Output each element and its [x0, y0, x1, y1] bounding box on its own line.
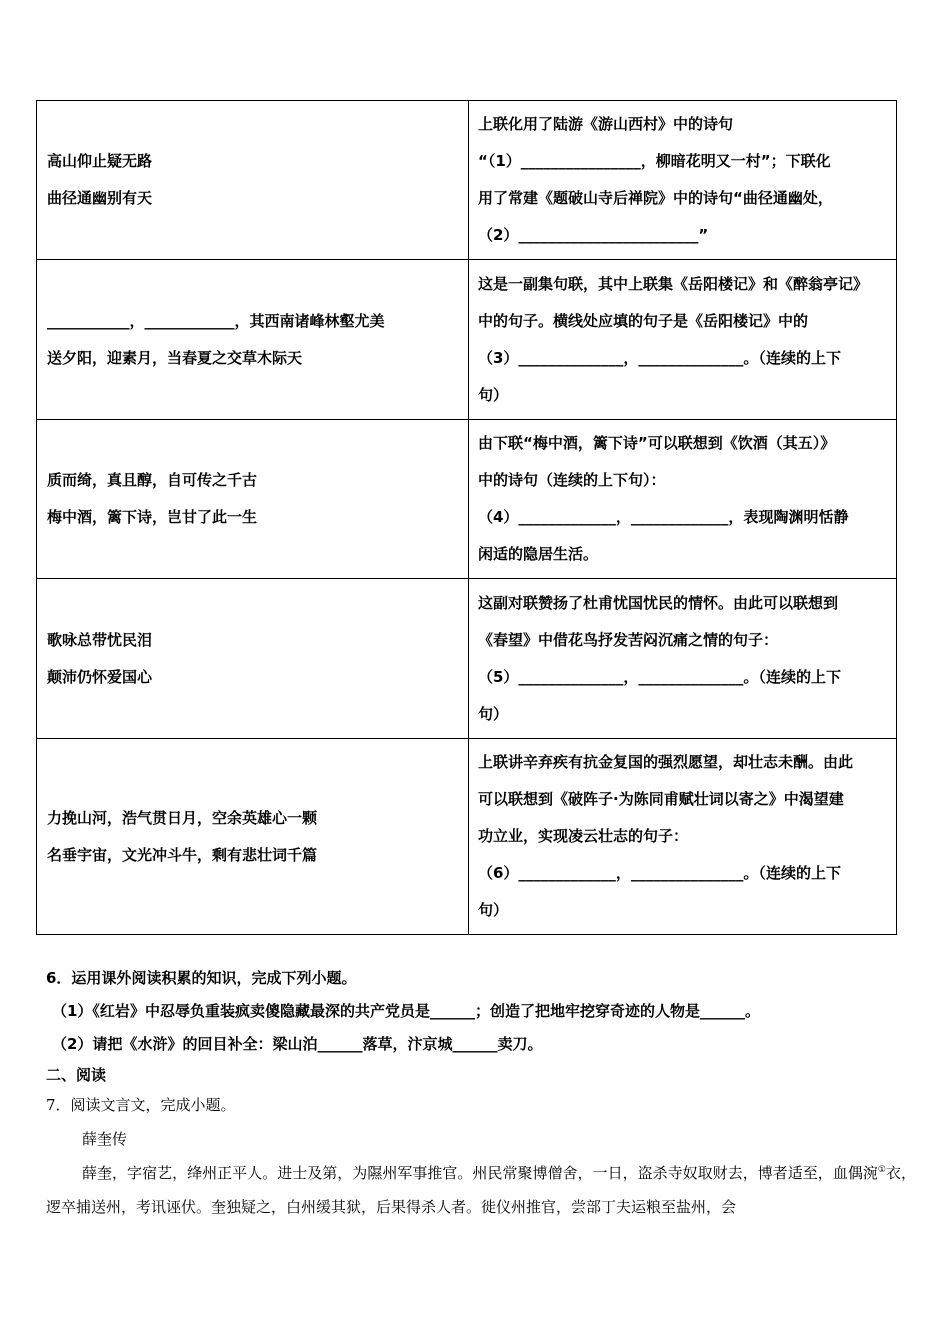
table-row [37, 260, 897, 420]
question-line: （5）______________，______________。（连续的上下 [478, 667, 841, 686]
question-line: 中的句子。横线处应填的句子是《岳阳楼记》中的 [478, 311, 809, 330]
question-7 [46, 1088, 916, 1224]
couplet-line: 力挽山河，浩气贯日月，空余英雄心一颗 [47, 808, 318, 827]
question-6-part-2: （2）请把《水浒》的回目补全：梁山泊______落草，汴京城______卖刀。 [52, 1035, 543, 1053]
couplet-line: 质而绮，真且醇，自可传之千古 [47, 471, 258, 489]
passage-title: 薛奎传 [82, 1130, 128, 1148]
couplet-line: ___________，____________，其西南诸峰林壑尤美 [47, 311, 385, 330]
question-cell [469, 260, 897, 420]
couplet-cell [37, 420, 469, 579]
question-line: 功立业，实现凌云壮志的句子： [478, 827, 689, 845]
passage-text: 衣，逻卒捕送州，考讯诬伏。奎独疑之，白州缓其狱，后果得杀人者。徙仪州推官，尝部丁夫运粮至盐州，会 [46, 1164, 916, 1216]
question-line: 上联讲辛弃疾有抗金复国的强烈愿望，却壮志未酬。由此 [478, 753, 854, 771]
question-7-title: 7．阅读文言文，完成小题。 [46, 1096, 236, 1114]
table-row [37, 420, 897, 579]
couplet-cell [37, 260, 469, 420]
question-6-part-1: （1）《红岩》中忍辱负重装疯卖傻隐藏最深的共产党员是______；创造了把地牢挖穿奇迹的人物是______。 [52, 1002, 760, 1020]
couplet-line: 曲径通幽别有天 [47, 189, 153, 207]
couplet-table [36, 100, 897, 935]
question-line: “（1）________________，柳暗花明又一村”；下联化 [478, 152, 831, 170]
question-line: 中的诗句（连续的上下句）： [478, 471, 666, 489]
couplet-line: 歌咏总带忧民泪 [47, 630, 153, 649]
footnote-mark: ① [877, 1165, 886, 1175]
question-cell [469, 101, 897, 260]
question-line: （4）_____________，_____________，表现陶渊明恬静 [478, 508, 849, 526]
table-row [37, 579, 897, 739]
question-line: （2）________________________” [478, 226, 709, 244]
question-line: 用了常建《题破山寺后禅院》中的诗句“曲径通幽处， [478, 189, 833, 207]
question-line: 句） [478, 385, 509, 404]
question-cell [469, 739, 897, 935]
couplet-cell [37, 739, 469, 935]
passage-text: 薛奎，字宿艺，绛州正平人。进士及第，为隰州军事推官。州民常聚博僧舍，一日，盗杀寺奴取财去，博者适至，血偶涴 [82, 1164, 878, 1182]
question-line: 这副对联赞扬了杜甫忧国忧民的情怀。由此可以联想到 [478, 593, 839, 612]
question-line: 可以联想到《破阵子·为陈同甫赋壮词以寄之》中渴望建 [478, 790, 844, 808]
question-6-title: 6．运用课外阅读积累的知识，完成下列小题。 [46, 969, 357, 987]
question-line: 上联化用了陆游《游山西村》中的诗句 [478, 115, 734, 133]
question-cell [469, 579, 897, 739]
table-row [37, 101, 897, 260]
couplet-cell [37, 579, 469, 739]
question-cell [469, 420, 897, 579]
question-line: （3）______________，______________。（连续的上下 [478, 348, 841, 367]
couplet-line: 梅中酒，篱下诗，岂甘了此一生 [47, 508, 258, 526]
couplet-cell [37, 101, 469, 260]
question-line: 句） [478, 704, 509, 723]
question-line: 这是一副集句联，其中上联集《岳阳楼记》和《醉翁亭记》 [478, 274, 869, 293]
passage-paragraph [46, 1156, 916, 1224]
question-line: 由下联“梅中酒，篱下诗”可以联想到《饮酒（其五）》 [478, 434, 836, 452]
question-line: 句） [478, 901, 509, 919]
couplet-line: 送夕阳，迎素月，当春夏之交草木际天 [47, 348, 303, 367]
couplet-line: 高山仰止疑无路 [47, 152, 153, 170]
question-line: 闲适的隐居生活。 [478, 545, 599, 563]
question-line: （6）_____________，_______________。（连续的上下 [478, 864, 841, 882]
question-6 [46, 962, 906, 1061]
couplet-line: 颠沛仍怀爱国心 [47, 667, 153, 686]
table-row [37, 739, 897, 935]
couplet-line: 名垂宇宙，文光冲斗牛，剩有悲壮词千篇 [47, 845, 318, 864]
section-heading: 二、阅读 [46, 1066, 107, 1084]
question-line: 《春望》中借花鸟抒发苦闷沉痛之情的句子： [478, 630, 779, 649]
